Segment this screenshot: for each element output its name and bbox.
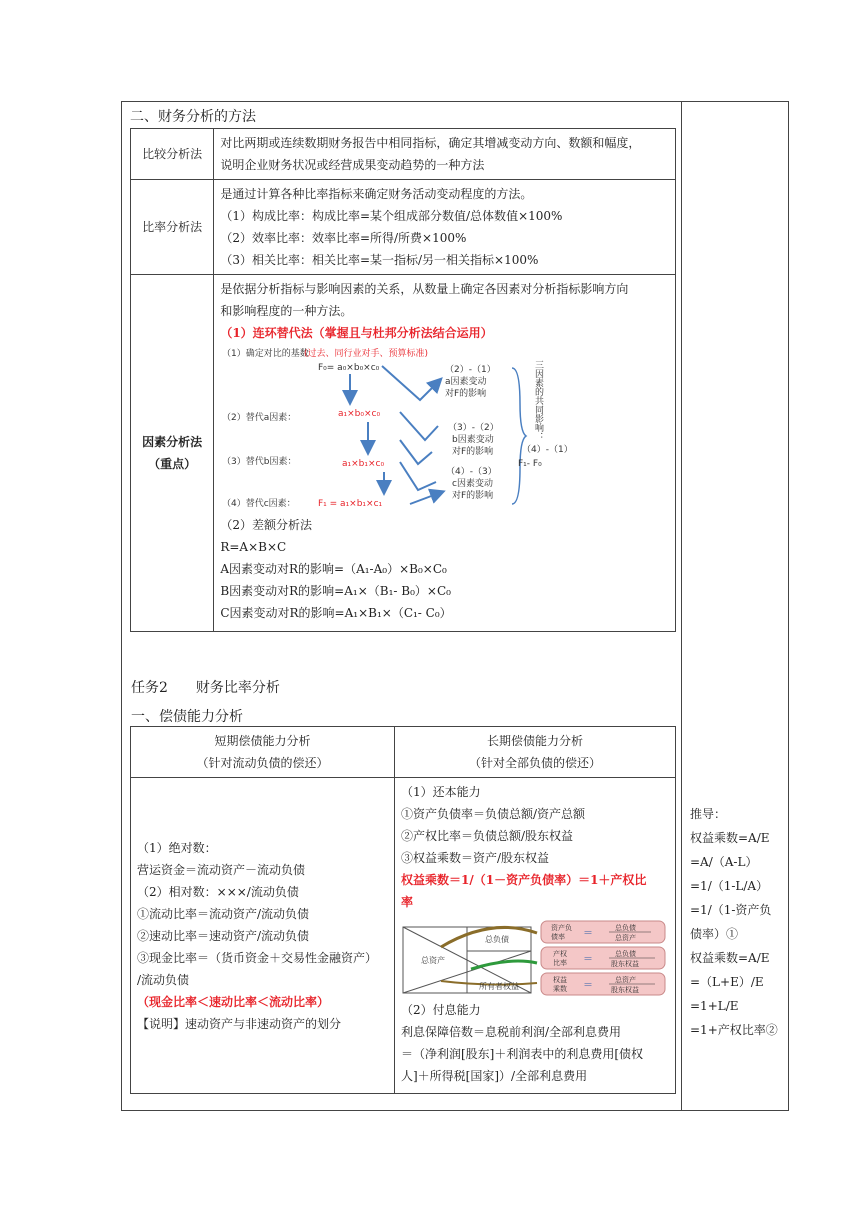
svg-text:乘数: 乘数: [553, 985, 567, 993]
svg-text:对F的影响: 对F的影响: [452, 491, 494, 501]
svg-text:总负债: 总负债: [485, 935, 509, 944]
step3-expr: F₁ = a₁×b₁×c₁: [318, 499, 383, 509]
svg-text:b因素变动: b因素变动: [452, 435, 495, 445]
comparison-label: 比较分析法: [131, 129, 214, 180]
svg-text:c因素变动: c因素变动: [452, 479, 494, 489]
svg-text:对F的影响: 对F的影响: [452, 447, 494, 457]
chevron-c: [400, 462, 436, 490]
svg-text:总资产: 总资产: [615, 934, 636, 942]
chevron-b: [400, 440, 432, 464]
chain-substitution-title: （1）连环替代法（掌握且与杜邦分析法结合运用）: [220, 326, 493, 340]
derivation-notes: 推导： 权益乘数=A/E =A/（A-L） =1/（1-L/A） =1/（1-资产负 债率）① 权益乘数=A/E =（L+E）/E =1+L/E =1+产权比率②: [690, 807, 778, 1037]
f0-expr: F₀= a₀×b₀×c₀: [318, 363, 380, 373]
solvency-table: [130, 726, 676, 1094]
methods-table: [130, 128, 676, 632]
balance-sheet-diagram: [401, 917, 669, 997]
total-vertical: 三因素的共同影响：: [533, 360, 544, 441]
svg-text:总资产: 总资产: [615, 976, 636, 984]
brace: [512, 368, 526, 504]
step1-label: （2）替代a因素：: [222, 413, 297, 423]
chevron-b-top: [400, 412, 438, 440]
section-title: 二、财务分析的方法: [130, 109, 256, 125]
step1-expr: a₁×b₀×c₀: [338, 409, 381, 419]
short-term-header: 短期偿债能力分析 （针对流动负债的偿还）: [131, 727, 395, 778]
svg-text:债率: 债率: [551, 933, 565, 941]
step3-label: （4）替代c因素：: [222, 499, 297, 509]
right-column-divider: [681, 101, 682, 1110]
factor-label: 因素分析法 （重点）: [131, 275, 214, 632]
svg-text:（3）-（2）: （3）-（2）: [448, 423, 500, 433]
svg-text:＝: ＝: [583, 980, 593, 991]
svg-text:总负债: 总负债: [615, 924, 636, 932]
svg-text:资产负: 资产负: [551, 924, 572, 932]
svg-text:（4）-（1）: （4）-（1）: [522, 445, 574, 455]
svg-text:产权: 产权: [553, 950, 567, 958]
long-term-header: 长期偿债能力分析 （针对全部负债的偿还）: [395, 727, 676, 778]
chevron-a: [382, 366, 440, 400]
short-term-content: （1）绝对数： 营运资金＝流动资产－流动负债 （2）相对数：×××/流动负债 ①流动比率＝流动资产/流动负债 ②速动比率＝速动资产/流动负债 ③现金比率＝（货币资金＋交易性金融资产） /流动负债 （现金比率＜速动比率＜流动比率） 【说明】速动资产与非速动资产的划分: [131, 778, 395, 1094]
factor-desc: 是依据分析指标与影响因素的关系，从数量上确定各因素对分析指标影响方向 和影响程度的一种方法。 （1）连环替代法（掌握且与杜邦分析法结合运用） （1）确定对比的基数 (过去、同行业对手、预算标准) F₀= a₀×b₀×c₀ （2）替代a因素： a₁×b₀×c₀ （3）替代b因素： a₁×b₁×c₀ （4）替代c因素： F₁ = a₁×b₁×c₁ （2）-（1） a因素变动 对F的影响 （3）-（2） b因素变动 对F的影响 （4）-（3） c因素变动 对F的影响 三因素的共同影响： （4）-（1） F₁- F₀ （2）差额分析法 R=A×B×C A因素变动对R的影响=（A₁-A₀）×B₀×C₀ B因素变动对R的影响=A₁×（B₁- B₀）×C₀ C因素变动对R的影响=A₁×B₁×（C₁- C₀）: [214, 275, 676, 632]
ratio-label: 比率分析法: [131, 180, 214, 275]
ratio-desc: 是通过计算各种比率指标来确定财务活动变动程度的方法。 （1）构成比率：构成比率=某个组成部分数值/总体数值×100% （2）效率比率：效率比率=所得/所费×100% （3）相关比率：相关比率=某一指标/另一相关指标×100%: [214, 180, 676, 275]
equity-multiplier-formula: 权益乘数＝1/（1－资产负债率）＝1＋产权比: [401, 873, 647, 887]
long-term-content: （1）还本能力 ①资产负债率＝负债总额/资产总额 ②产权比率＝负债总额/股东权益 ③权益乘数＝资产/股东权益 权益乘数＝1/（1－资产负债率）＝1＋产权比 率 总资产 总负债 所有者权益 资产负 债率 ＝ 总负债 总资产 产权 比率 ＝ 总负债 股东权益 权益 乘数 ＝ 总资产 股东权益 （2）付息能力 利息保障倍数＝息税前利润/全部利息费用 ＝（净利润[股东]＋利润表中的利息费用[债权 人]＋所得税[国家]）/全部利息费用: [395, 778, 676, 1094]
svg-text:对F的影响: 对F的影响: [445, 389, 487, 399]
svg-text:股东权益: 股东权益: [611, 960, 639, 968]
step0-note: (过去、同行业对手、预算标准): [304, 349, 429, 359]
step2-label: （3）替代b因素：: [222, 457, 297, 467]
svg-text:股东权益: 股东权益: [611, 986, 639, 994]
svg-text:F₁- F₀: F₁- F₀: [518, 459, 543, 469]
svg-text:（2）-（1）: （2）-（1）: [445, 365, 497, 375]
svg-text:＝: ＝: [583, 928, 593, 939]
svg-text:总资产: 总资产: [421, 956, 445, 965]
arrow-c: [410, 492, 442, 504]
comparison-desc: 对比两期或连续数期财务报告中相同指标，确定其增减变动方向、数额和幅度， 说明企业财务状况或经营成果变动趋势的一种方法: [214, 129, 676, 180]
svg-text:a因素变动: a因素变动: [445, 377, 487, 387]
svg-text:比率: 比率: [553, 959, 567, 967]
svg-text:（4）-（3）: （4）-（3）: [446, 467, 498, 477]
step0-label: （1）确定对比的基数: [222, 349, 310, 359]
svg-text:＝: ＝: [583, 954, 593, 965]
solvency-title: 一、偿债能力分析: [131, 709, 243, 725]
step2-expr: a₁×b₁×c₀: [342, 459, 385, 469]
svg-text:总负债: 总负债: [615, 950, 636, 958]
task2-title: 任务2 财务比率分析: [131, 680, 280, 696]
chain-substitution-diagram: [220, 344, 574, 514]
svg-text:权益: 权益: [553, 976, 567, 984]
svg-text:所有者权益: 所有者权益: [479, 982, 519, 991]
ratio-order: （现金比率＜速动比率＜流动比率）: [137, 994, 330, 1009]
